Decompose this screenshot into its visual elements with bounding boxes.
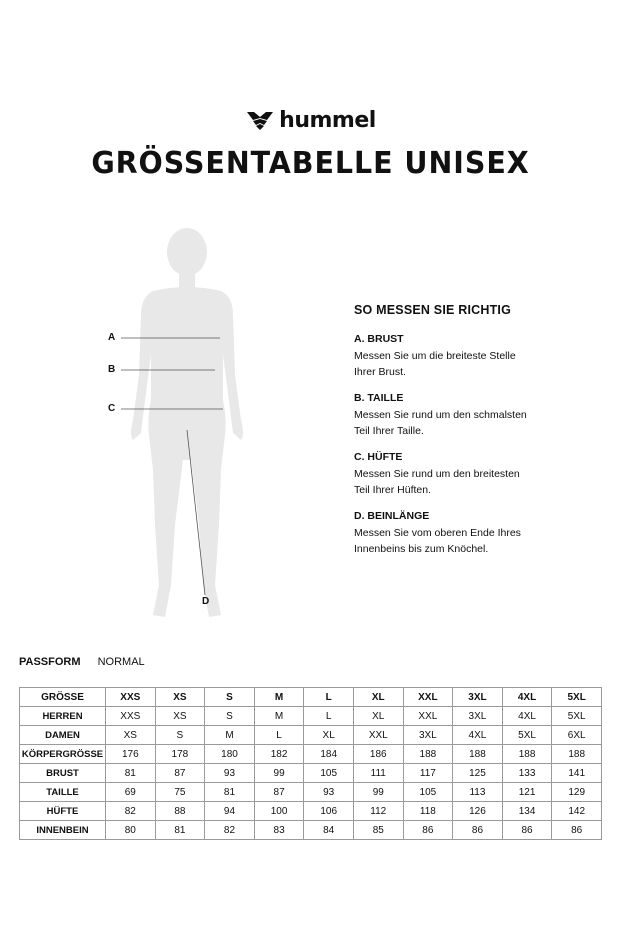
table-cell: 93 (205, 764, 255, 783)
table-row (20, 783, 602, 802)
table-cell: 178 (155, 745, 205, 764)
table-cell: 182 (254, 745, 304, 764)
table-cell: S (155, 726, 205, 745)
table-cell: 81 (155, 821, 205, 840)
table-cell: 86 (502, 821, 552, 840)
table-cell: 117 (403, 764, 453, 783)
table-header-cell: M (254, 688, 304, 707)
table-cell: 3XL (453, 707, 503, 726)
table-row (20, 821, 602, 840)
fit-info (19, 656, 145, 668)
table-cell: 99 (353, 783, 403, 802)
table-cell: 105 (403, 783, 453, 802)
table-cell: 4XL (502, 707, 552, 726)
table-row-label: DAMEN (20, 726, 106, 745)
table-row (20, 707, 602, 726)
table-header-cell: L (304, 688, 354, 707)
table-cell: 3XL (403, 726, 453, 745)
table-cell: 188 (502, 745, 552, 764)
table-cell: 80 (106, 821, 156, 840)
table-cell: 125 (453, 764, 503, 783)
table-cell: XXL (403, 707, 453, 726)
table-cell: S (205, 707, 255, 726)
figure-label-d: D (202, 596, 210, 607)
table-cell: 106 (304, 802, 354, 821)
table-cell: 105 (304, 764, 354, 783)
instruction-head: A. BRUST (354, 333, 404, 345)
table-cell: 100 (254, 802, 304, 821)
table-cell: 93 (304, 783, 354, 802)
instruction-text: Messen Sie um die breiteste Stelle Ihrer Brust. (354, 350, 516, 378)
table-row-label: TAILLE (20, 783, 106, 802)
table-header-cell: GRÖSSE (20, 688, 106, 707)
table-cell: XXS (106, 707, 156, 726)
table-cell: 82 (205, 821, 255, 840)
body-silhouette (95, 225, 265, 625)
size-table (19, 687, 602, 840)
table-cell: 82 (106, 802, 156, 821)
table-cell: 176 (106, 745, 156, 764)
table-cell: XL (304, 726, 354, 745)
table-cell: XL (353, 707, 403, 726)
table-cell: 88 (155, 802, 205, 821)
table-cell: 99 (254, 764, 304, 783)
table-cell: 111 (353, 764, 403, 783)
table-cell: 180 (205, 745, 255, 764)
table-cell: 134 (502, 802, 552, 821)
table-cell: 86 (552, 821, 602, 840)
table-cell: 81 (205, 783, 255, 802)
table-row-label: BRUST (20, 764, 106, 783)
table-cell: 188 (453, 745, 503, 764)
table-header-cell: S (205, 688, 255, 707)
table-cell: XS (106, 726, 156, 745)
table-cell: 133 (502, 764, 552, 783)
table-cell: M (254, 707, 304, 726)
table-cell: XS (155, 707, 205, 726)
figure-label-c: C (108, 403, 116, 414)
instruction-text: Messen Sie rund um den breitesten Teil Ihrer Hüften. (354, 468, 520, 496)
table-cell: 142 (552, 802, 602, 821)
table-row-label: KÖRPERGRÖSSE (20, 745, 106, 764)
figure-label-a: A (108, 332, 116, 343)
instruction-chest (354, 333, 594, 380)
table-row-label: HERREN (20, 707, 106, 726)
table-cell: 81 (106, 764, 156, 783)
size-table-body (20, 707, 602, 840)
table-cell: L (304, 707, 354, 726)
table-cell: 188 (552, 745, 602, 764)
instruction-waist (354, 392, 594, 439)
table-header-cell: XS (155, 688, 205, 707)
brand-name: hummel (279, 107, 376, 133)
table-cell: 141 (552, 764, 602, 783)
table-header-cell: XL (353, 688, 403, 707)
table-cell: 121 (502, 783, 552, 802)
instruction-inseam (354, 510, 594, 557)
table-cell: 184 (304, 745, 354, 764)
table-cell: L (254, 726, 304, 745)
table-row (20, 802, 602, 821)
measuring-instructions (354, 303, 594, 569)
instruction-hip (354, 451, 594, 498)
table-cell: 113 (453, 783, 503, 802)
table-cell: 129 (552, 783, 602, 802)
table-header-cell: XXS (106, 688, 156, 707)
brand-logo (0, 106, 621, 134)
instruction-head: C. HÜFTE (354, 451, 403, 463)
table-cell: 186 (353, 745, 403, 764)
table-header-cell: 4XL (502, 688, 552, 707)
table-row-label: INNENBEIN (20, 821, 106, 840)
table-cell: 126 (453, 802, 503, 821)
table-cell: 75 (155, 783, 205, 802)
table-row (20, 726, 602, 745)
table-cell: 85 (353, 821, 403, 840)
table-cell: 5XL (502, 726, 552, 745)
table-cell: 94 (205, 802, 255, 821)
table-cell: 4XL (453, 726, 503, 745)
silhouette-graphic (95, 225, 265, 625)
table-cell: 87 (254, 783, 304, 802)
table-header-cell: 3XL (453, 688, 503, 707)
table-cell: 83 (254, 821, 304, 840)
instruction-head: B. TAILLE (354, 392, 404, 404)
fit-value: NORMAL (97, 656, 145, 668)
table-cell: 86 (403, 821, 453, 840)
table-cell: 6XL (552, 726, 602, 745)
table-cell: 118 (403, 802, 453, 821)
table-cell: 5XL (552, 707, 602, 726)
table-cell: 84 (304, 821, 354, 840)
table-header-row (20, 688, 602, 707)
table-row-label: HÜFTE (20, 802, 106, 821)
hummel-bee-icon (245, 109, 275, 131)
fit-label: PASSFORM (19, 656, 81, 668)
instruction-head: D. BEINLÄNGE (354, 510, 430, 522)
instructions-title: SO MESSEN SIE RICHTIG (354, 303, 512, 317)
table-cell: M (205, 726, 255, 745)
table-header-cell: XXL (403, 688, 453, 707)
instruction-text: Messen Sie rund um den schmalsten Teil Ihrer Taille. (354, 409, 527, 437)
table-cell: 188 (403, 745, 453, 764)
table-header-cell: 5XL (552, 688, 602, 707)
table-cell: 87 (155, 764, 205, 783)
table-cell: XXL (353, 726, 403, 745)
table-row (20, 745, 602, 764)
table-cell: 86 (453, 821, 503, 840)
table-row (20, 764, 602, 783)
table-cell: 112 (353, 802, 403, 821)
page-title: GRÖSSENTABELLE UNISEX (91, 146, 530, 181)
table-cell: 69 (106, 783, 156, 802)
instruction-text: Messen Sie vom oberen Ende Ihres Innenbeins bis zum Knöchel. (354, 527, 521, 555)
figure-label-b: B (108, 364, 116, 375)
